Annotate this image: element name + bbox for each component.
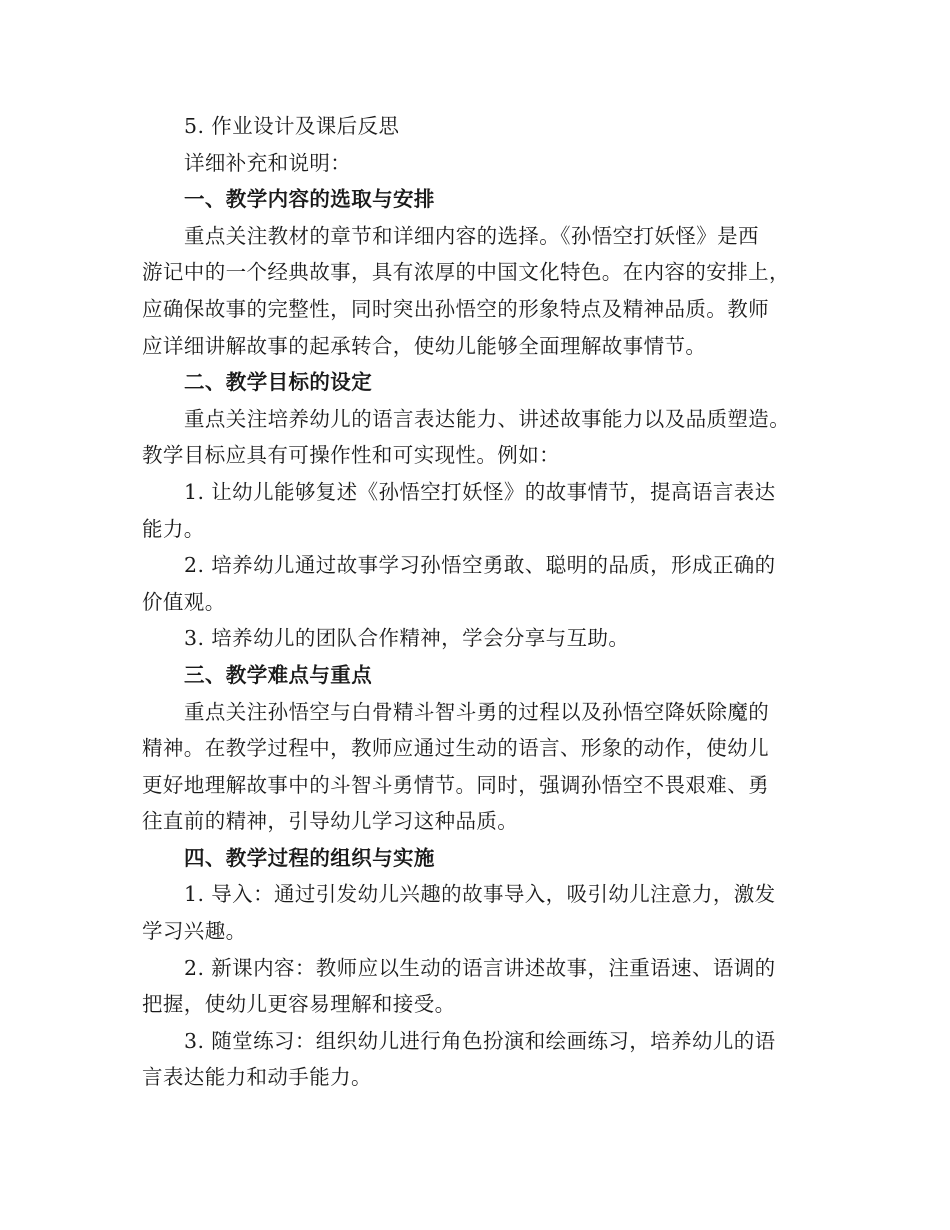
- goal-item-1-cont: 能力。: [142, 516, 205, 541]
- process-item-2: 2. 新课内容：教师应以生动的语言讲述故事，注重语速、语调的: [184, 955, 776, 980]
- process-item-1-cont: 学习兴趣。: [142, 919, 247, 944]
- supplement-label: 详细补充和说明：: [184, 150, 352, 175]
- document-page: [142, 108, 810, 1096]
- section-heading-goals: 二、教学目标的设定: [184, 370, 373, 395]
- goal-item-1: 1. 让幼儿能够复述《孙悟空打妖怪》的故事情节，提高语言表达: [184, 479, 776, 504]
- paragraph-line: 应详细讲解故事的起承转合，使幼儿能够全面理解故事情节。: [142, 333, 707, 358]
- process-item-1: 1. 导入：通过引发幼儿兴趣的故事导入，吸引幼儿注意力，激发: [184, 882, 776, 907]
- paragraph-line: 往直前的精神，引导幼儿学习这种品质。: [142, 809, 519, 834]
- process-item-3-cont: 言表达能力和动手能力。: [142, 1065, 372, 1090]
- paragraph-line: 教学目标应具有可操作性和可实现性。例如：: [142, 443, 560, 468]
- section-heading-process: 四、教学过程的组织与实施: [184, 845, 435, 870]
- goal-item-2: 2. 培养幼儿通过故事学习孙悟空勇敢、聪明的品质，形成正确的: [184, 553, 776, 578]
- paragraph-line: 应确保故事的完整性，同时突出孙悟空的形象特点及精神品质。教师: [142, 296, 769, 321]
- section-heading-content: 一、教学内容的选取与安排: [184, 187, 435, 212]
- goal-item-2-cont: 价值观。: [142, 589, 226, 614]
- paragraph-line: 重点关注培养幼儿的语言表达能力、讲述故事能力以及品质塑造。: [184, 406, 791, 431]
- paragraph-line: 精神。在教学过程中，教师应通过生动的语言、形象的动作，使幼儿: [142, 736, 769, 761]
- paragraph-line: 游记中的一个经典故事，具有浓厚的中国文化特色。在内容的安排上，: [142, 260, 790, 285]
- goal-item-3: 3. 培养幼儿的团队合作精神，学会分享与互助。: [184, 626, 630, 651]
- paragraph-line: 更好地理解故事中的斗智斗勇情节。同时，强调孙悟空不畏艰难、勇: [142, 772, 769, 797]
- process-item-2-cont: 把握，使幼儿更容易理解和接受。: [142, 992, 456, 1017]
- paragraph-line: 重点关注孙悟空与白骨精斗智斗勇的过程以及孙悟空降妖除魔的: [184, 699, 770, 724]
- section-heading-difficulties: 三、教学难点与重点: [184, 662, 373, 687]
- paragraph-line: 重点关注教材的章节和详细内容的选择。《孙悟空打妖怪》是西: [184, 223, 759, 248]
- list-item-homework: 5. 作业设计及课后反思: [184, 114, 400, 138]
- process-item-3: 3. 随堂练习：组织幼儿进行角色扮演和绘画练习，培养幼儿的语: [184, 1028, 776, 1053]
